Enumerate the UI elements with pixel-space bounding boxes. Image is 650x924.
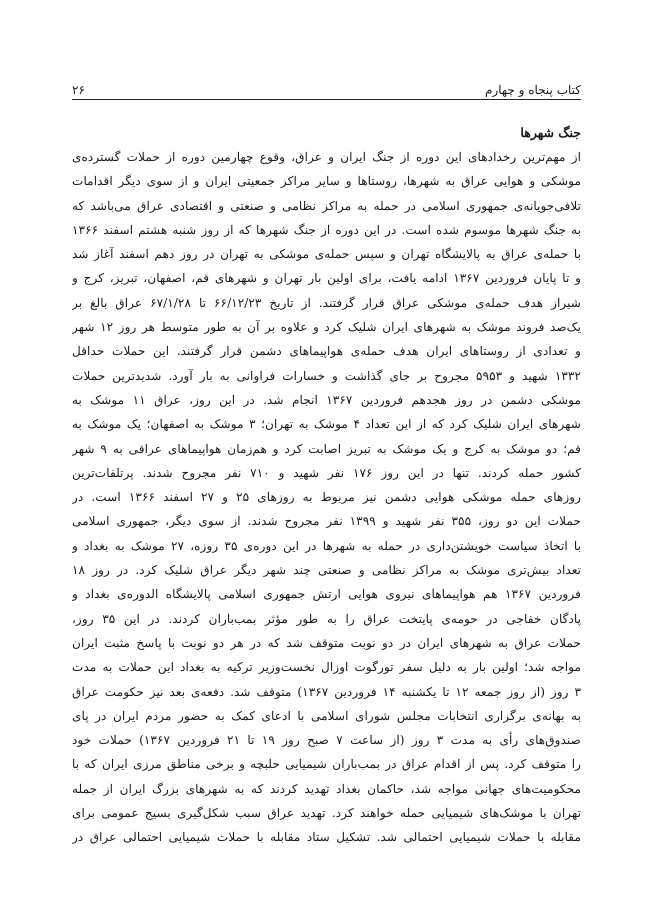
paragraph-line: حملات عراق به شهرهای ایران در دو نوبت متوقف شد که در هر دو نوبت با پاسخ مثبت ایران <box>72 635 581 650</box>
paragraph-line: تهران با موشک‌های شیمیایی حمله خواهند کرد. تهدید عراق سبب شکل‌گیری بسیج عمومی برای <box>72 806 581 821</box>
paragraph-line: و تا پایان فروردین ۱۳۶۷ ادامه یافت، برای اولین بار تهران و شهرهای قم، اصفهان، تبریز، کرج و <box>72 271 581 286</box>
running-header <box>72 75 581 97</box>
page-body <box>72 121 581 850</box>
paragraph-line: شهرهای ایران شلیک کرد که از این تعداد ۴ موشک به تهران؛ ۳ موشک به اصفهان؛ یک موشک به <box>72 417 581 432</box>
paragraph-line: با حمله‌ی عراق به پالایشگاه تهران و سپس حمله‌ی موشکی به تهران در روز دهم اسفند آغاز شد <box>72 247 581 262</box>
paragraph-line: روزهای حمله موشکی هوایی دشمن نیز مربوط به روزهای ۲۵ و ۲۷ اسفند ۱۳۶۶ است. در <box>72 490 581 505</box>
paragraph-line: ۱۳۳۲ شهید و ۵۹۵۳ مجروح بر جای گذاشت و خسارات فراوانی به بار آورد. شدیدترین حملات <box>72 368 581 383</box>
paragraph-line: تعداد بیش‌تری موشک به مراکز نظامی و صنعتی چند شهر دیگر عراق شلیک کرد. در روز ۱۸ <box>72 563 581 578</box>
paragraph-line: مواجه شد؛ اولین بار به دلیل سفر تورگوت اوزال نخست‌وزیر ترکیه به بغداد این حملات به مدت <box>72 660 581 675</box>
body-paragraph <box>72 145 581 850</box>
paragraph-line: حملات این دو روز، ۳۵۵ نفر شهید و ۱۳۹۹ نفر مجروح شدند. از سوی دیگر، جمهوری اسلامی <box>72 514 581 529</box>
paragraph-line: شیراز هدف حمله‌ی موشکی عراق قرار گرفتند. از تاریخ ۶۶/۱۲/۲۳ تا ۶۷/۱/۲۸ عراق بالغ بر <box>72 295 581 310</box>
paragraph-line: قم؛ دو موشک به کرج و یک موشک به تبریز اصابت کرد و هم‌زمان هواپیماهای عراقی به ۹ شهر <box>72 441 581 456</box>
paragraph-line: و تعدادی از روستاهای ایران هدف حمله‌ی هواپیماهای دشمن قرار گرفتند. این حملات حداقل <box>72 344 581 359</box>
paragraph-line: به جنگ شهرها موسوم شده است. در این دوره از جنگ شهرها که از روز شنبه هشتم اسفند ۱۳۶۶ <box>72 222 581 237</box>
header-rule <box>72 99 581 100</box>
paragraph-line: به بهانه‌ی برگزاری انتخابات مجلس شورای اسلامی با ادعای کمک به حضور مردم ایران در پای <box>72 708 581 723</box>
paragraph-line: تلافی‌جویانه‌ی جمهوری اسلامی در حمله به مراکز نظامی و صنعتی و اقتصادی عراق می‌باشد که <box>72 198 581 213</box>
paragraph-line: پادگان خفاجی در حومه‌ی پایتخت عراق را به طور مؤثر بمب‌باران کردند. در این ۳۵ روز، <box>72 611 581 626</box>
paragraph-line: یک‌صد فروند موشک به شهرهای ایران شلیک کرد و علاوه بر آن به طور متوسط هر روز ۱۲ شهر <box>72 320 581 335</box>
paragraph-line: ۳ روز (از روز جمعه ۱۲ تا یکشنبه ۱۴ فروردین ۱۳۶۷) متوقف شد. دفعه‌ی بعد نیز حکومت عراق <box>72 684 581 699</box>
paragraph-line: کشور حمله کردند. تنها در این روز ۱۷۶ نفر شهید و ۷۱۰ نفر مجروح شدند. پرتلفات‌ترین <box>72 465 581 480</box>
book-title: کتاب پنجاه و چهارم <box>484 83 581 97</box>
paragraph-line: صندوق‌های رأی به مدت ۳ روز (از ساعت ۷ صبح روز ۱۹ تا ۲۱ فروردین ۱۳۶۷) حملات خود <box>72 733 581 748</box>
paragraph-line: از مهم‌ترین رخدادهای این دوره از جنگ ایران و عراق، وقوع چهارمین دوره از حملات گسترده‌ی <box>72 150 581 164</box>
paragraph-line: محکومیت‌های جهانی مواجه شد، حاکمان بغداد تهدید کردند که به شهرهای بزرگ ایران از جمله <box>72 781 581 796</box>
paragraph-line: با اتخاذ سیاست خویشتن‌داری در حمله به شهرها در این دوره‌ی ۳۵ روزه، ۲۷ موشک به بغداد و <box>72 538 581 553</box>
paragraph-line: را متوقف کرد. پس از اقدام عراق در بمب‌باران شیمیایی حلبچه و برخی مناطق مرزی ایران که با <box>72 757 581 772</box>
section-title: جنگ شهرها <box>520 125 581 140</box>
paragraph-line: موشکی دشمن در روز هجدهم فروردین ۱۳۶۷ انجام شد. در این روز، عراق ۱۱ موشک به <box>72 392 581 407</box>
paragraph-line: موشکی و هوایی عراق به شهرها، روستاها و سایر مراکز جمعیتی ایران و از سوی دیگر اقدامات <box>72 174 581 189</box>
paragraph-line: فروردین ۱۳۶۷ هم هواپیماهای نیروی هوایی ارتش جمهوری اسلامی پالایشگاه الدوره‌ی بغداد و <box>72 587 581 602</box>
page-number: ۲۶ <box>72 83 85 97</box>
paragraph-line: مقابله با حملات شیمیایی احتمالی شد. تشکیل ستاد مقابله با حملات شیمیایی احتمالی عراق در <box>72 830 581 845</box>
